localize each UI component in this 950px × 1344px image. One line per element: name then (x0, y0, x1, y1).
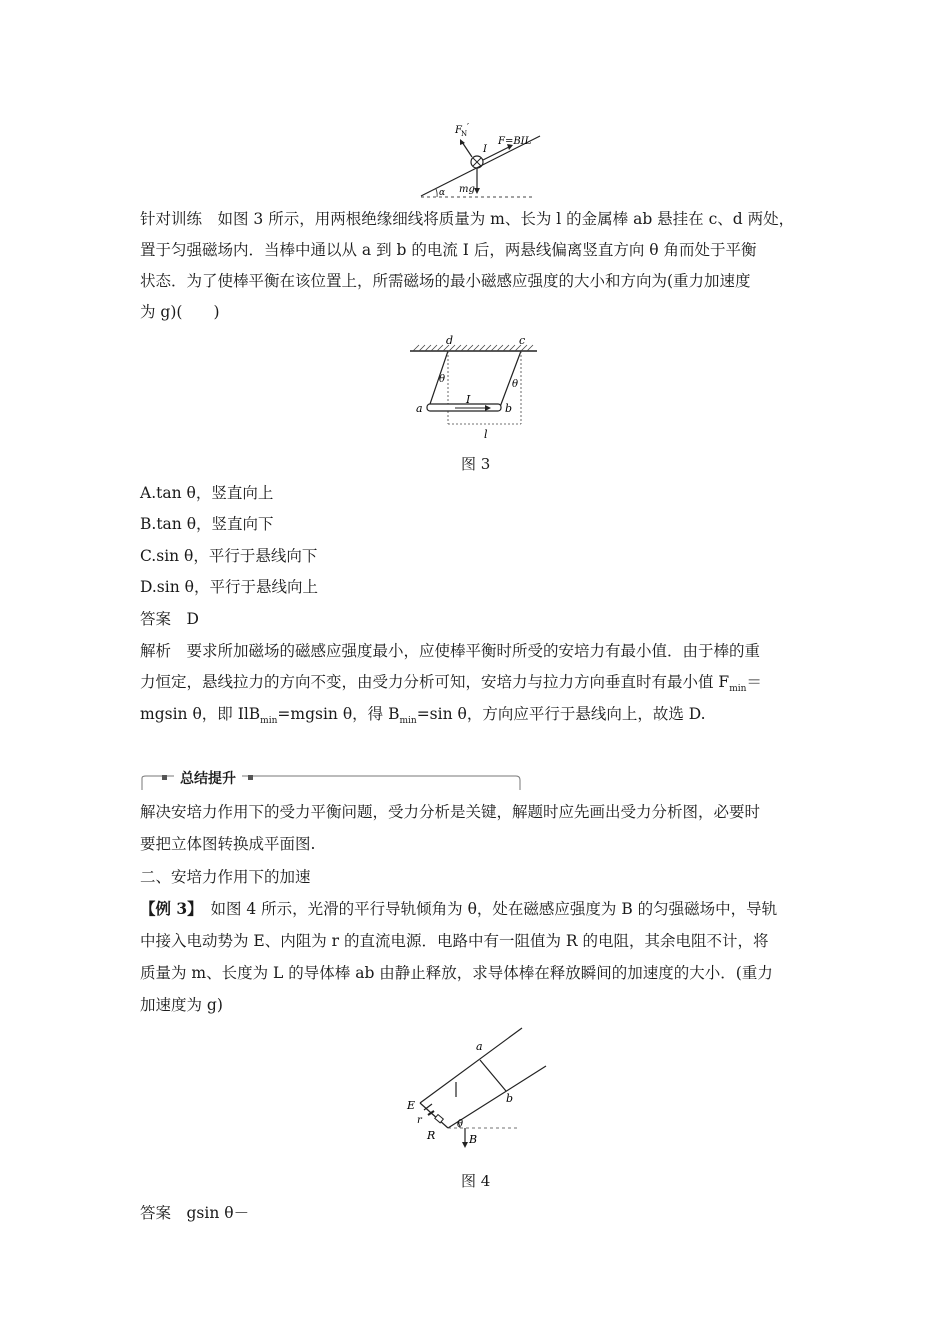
answer-1: 答案 D (140, 610, 199, 628)
summary-line: 解决安培力作用下的受力平衡问题，受力分析是关键，解题时应先画出受力分析图，必要时 (140, 803, 761, 821)
bullet-left (162, 775, 167, 780)
force-diagram (415, 120, 545, 202)
label-ampere-force: F=BIL (498, 136, 532, 147)
option-a: A.tan θ，竖直向上 (140, 484, 274, 502)
option-c: C.sin θ，平行于悬线向下 (140, 547, 318, 565)
answer-2: 答案 gsin θ－ (140, 1204, 250, 1222)
analysis-line: 力恒定，悬线拉力的方向不变，由受力分析可知，安培力与拉力方向垂直时有最小值 $F_{min}=$ (140, 673, 762, 695)
problem-line: 为 g)( ) (140, 303, 220, 321)
svg-text:N: N (461, 130, 468, 138)
example-tag: 【例 3】 (140, 899, 195, 918)
normal-force-arrow (462, 142, 472, 157)
figure-4 (400, 1020, 550, 1150)
bullet-right (248, 775, 253, 780)
label-fn: F (455, 125, 462, 136)
label-a: a (416, 402, 423, 415)
summary-heading (140, 768, 522, 792)
label-theta-right: θ (512, 379, 519, 390)
analysis-line: mgsin θ，即 IlB$_{min}$=mgsin θ，得 $B_{min}=\sin$ θ，方向应平行于悬线向上，故选 D. (140, 705, 706, 727)
resistor (435, 1115, 444, 1123)
label-b: b (505, 402, 513, 415)
summary-line: 要把立体图转换成平面图. (140, 835, 316, 853)
label-r: r (417, 1115, 422, 1126)
conductor-rod (480, 1060, 506, 1091)
example-line: 【例 3】 如图 4 所示，光滑的平行导轨倾角为 θ，处在磁感应强度为 B 的匀强磁场中，导轨 (140, 899, 778, 918)
analysis-line: 解析 要求所加磁场的磁感应强度最小，应使棒平衡时所受的安培力有最小值．由于棒的重 (140, 642, 761, 660)
label-theta: θ (457, 1119, 464, 1130)
example-line: 加速度为 g) (140, 996, 223, 1014)
example-line: 中接入电动势为 E、内阻为 r 的直流电源．电路中有一阻值为 R 的电阻，其余电阻不计，将 (140, 932, 769, 950)
rail-end (420, 1103, 448, 1128)
label-length: l (484, 428, 488, 441)
label-c: c (519, 334, 526, 347)
figure-3-caption: 图 3 (461, 455, 491, 473)
label-alpha: α (439, 188, 446, 198)
label-theta-left: θ (439, 374, 446, 385)
label-B: B (469, 1133, 478, 1146)
problem-line: 置于匀强磁场内．当棒中通以从 a 到 b 的电流 I 后，两悬线偏离竖直方向 θ 角而处于平衡 (140, 241, 757, 259)
label-mg: mg (459, 184, 475, 195)
label-a: a (476, 1040, 483, 1053)
label-R: R (427, 1129, 436, 1142)
label-current: I (466, 393, 471, 406)
option-d: D.sin θ，平行于悬线向上 (140, 578, 318, 596)
option-b: B.tan θ，竖直向下 (140, 515, 274, 533)
problem-line: 针对训练 如图 3 所示，用两根绝缘细线将质量为 m、长为 l 的金属棒 ab 悬挂在 c、d 两处， (140, 210, 795, 228)
problem-line: 状态．为了使棒平衡在该位置上，所需磁场的最小磁感应强度的大小和方向为(重力加速度 (140, 272, 751, 290)
label-e: E (407, 1099, 416, 1112)
ceiling-hatch (413, 345, 533, 351)
summary-title: 总结提升 (174, 768, 242, 788)
figure-3 (405, 334, 545, 444)
figure-4-caption: 图 4 (461, 1172, 491, 1190)
label-d: d (446, 334, 454, 347)
label-b: b (506, 1092, 514, 1105)
section-heading: 二、安培力作用下的加速 (140, 868, 311, 886)
svg-text:′: ′ (467, 123, 470, 133)
label-current: I (483, 144, 487, 155)
example-line: 质量为 m、长度为 L 的导体棒 ab 由静止释放，求导体棒在释放瞬间的加速度的大小．(重力 (140, 964, 773, 982)
